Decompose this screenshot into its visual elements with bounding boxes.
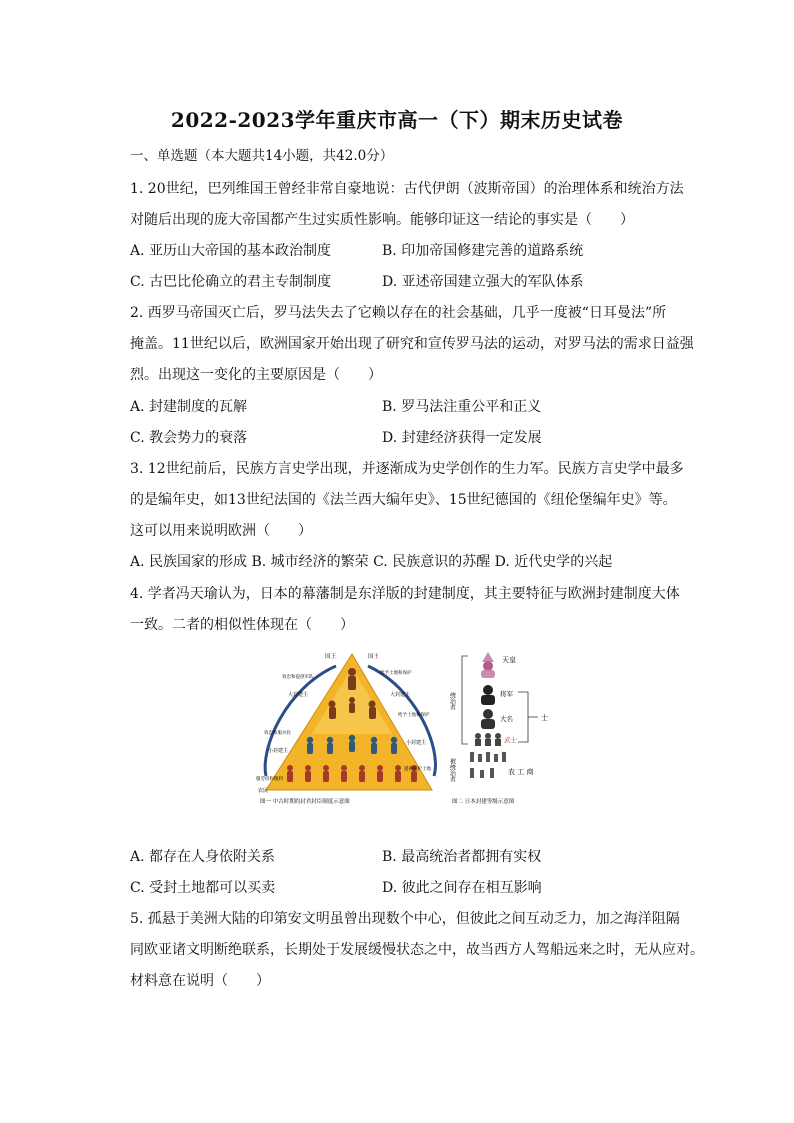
q5-line-2: 同欧亚诸文明断绝联系，长期处于发展缓慢状态之中，故当西方人驾船远来之时，无从应对。 xyxy=(130,942,704,958)
fig1-top-left: 国王 xyxy=(324,654,336,660)
q3-line-3: 这可以用来说明欧洲（ ） xyxy=(130,523,312,539)
figure-2 xyxy=(444,648,556,806)
q4-line-2: 一致。二者的相似性体现在（ ） xyxy=(130,617,354,633)
q2-line-1: 2. 西罗马帝国灭亡后，罗马法失去了它赖以存在的社会基础，几乎一度被“日耳曼法”所 xyxy=(130,305,667,321)
q3-options[interactable]: A. 民族国家的形成 B. 城市经济的繁荣 C. 民族意识的苏醒 D. 近代史学的兴起 xyxy=(130,554,613,570)
fig1-top-right: 国王 xyxy=(368,654,380,660)
q4-option-b[interactable]: B. 最高统治者都拥有实权 xyxy=(382,849,542,865)
q2-option-a[interactable]: A. 封建制度的瓦解 xyxy=(130,399,248,415)
fig2-caption: 图二 日本封建等级示意图 xyxy=(452,799,515,805)
fig1-right-label-2: 给予土地和保护 xyxy=(398,713,430,718)
q5-line-1: 5. 孤悬于美洲大陆的印第安文明虽曾出现数个中心，但彼此之间互动乏力，加之海洋阻隔 xyxy=(130,911,680,927)
figure-panel xyxy=(256,648,556,806)
fig2-rank-samurai: 武士 xyxy=(504,736,517,744)
daimyo-figure-icon xyxy=(483,709,493,719)
fig1-left-label-3: 服劳役和粮料 xyxy=(256,777,283,782)
q2-line-2: 掩盖。11世纪以后，欧洲国家开始出现了研究和宣传罗马法的运动，对罗马法的需求日益强 xyxy=(130,336,694,352)
feudal-figures xyxy=(256,648,556,806)
section-heading: 一、单选题（本大题共14小题，共42.0分） xyxy=(130,148,394,164)
q4-option-c[interactable]: C. 受封土地都可以买卖 xyxy=(130,880,276,896)
fig2-rank-emperor: 天皇 xyxy=(502,656,516,664)
fig1-caption: 图一 中古时期的封君封臣制度示意图 xyxy=(260,799,350,805)
q1-option-a[interactable]: A. 亚历山大帝国的基本政治制度 xyxy=(130,243,332,259)
fig1-left-label-1: 效忠和提供军队 xyxy=(282,675,314,680)
q4-line-1: 4. 学者冯天瑜认为，日本的幕藩制是东洋版的封建制度，其主要特征与欧洲封建制度大体 xyxy=(130,586,680,602)
q1-option-b[interactable]: B. 印加帝国修建完善的道路系统 xyxy=(382,243,584,259)
fig2-shi: 士 xyxy=(541,714,548,722)
fig2-ruled-bracket: 被统治者 xyxy=(448,758,456,782)
fig1-right-rank-1: 大封建主 xyxy=(390,692,411,698)
q4-option-a[interactable]: A. 都存在人身依附关系 xyxy=(130,849,276,865)
shogun-figure-icon xyxy=(483,685,493,695)
fig2-commoners: 农 工 商 xyxy=(508,768,534,776)
page-title: 2022-2023学年重庆市高一（下）期末历史试卷 xyxy=(170,108,624,132)
q5-line-3: 材料意在说明（ ） xyxy=(130,973,270,989)
q2-option-b[interactable]: B. 罗马法注重公平和正义 xyxy=(382,399,542,415)
fig1-right-label-3: 提供庇护土地 xyxy=(404,767,431,772)
fig2-rank-shogun: 将军 xyxy=(500,690,513,698)
fig1-left-rank-1: 大封建主 xyxy=(288,692,309,698)
fig1-left-label-2: 效忠和服兵役 xyxy=(264,731,291,736)
q1-line-1: 1. 20世纪，巴列维国王曾经非常自豪地说：古代伊朗（波斯帝国）的治理体系和统治方法 xyxy=(130,181,684,197)
q2-option-d[interactable]: D. 封建经济获得一定发展 xyxy=(382,430,542,446)
figure-1 xyxy=(256,648,438,806)
q1-option-d[interactable]: D. 亚述帝国建立强大的军队体系 xyxy=(382,274,584,290)
fig1-left-rank-2: 小封建主 xyxy=(268,748,289,754)
q1-option-c[interactable]: C. 古巴比伦确立的君主专制制度 xyxy=(130,274,332,290)
q4-option-d[interactable]: D. 彼此之间存在相互影响 xyxy=(382,880,542,896)
fig1-right-label-1: 给予土地和保护 xyxy=(380,671,412,676)
king-figure-icon xyxy=(348,668,356,676)
fig2-ruler-bracket: 统治者 xyxy=(448,692,456,710)
fig1-left-rank-3: 农民 xyxy=(258,788,269,794)
samurai-figures-icon xyxy=(475,733,501,746)
q1-line-2: 对随后出现的庞大帝国都产生过实质性影响。能够印证这一结论的事实是（ ） xyxy=(130,212,634,228)
fig1-right-rank-2: 小封建主 xyxy=(406,740,427,746)
fig2-rank-daimyo: 大名 xyxy=(500,715,513,723)
q2-option-c[interactable]: C. 教会势力的衰落 xyxy=(130,430,248,446)
q2-line-3: 烈。出现这一变化的主要原因是（ ） xyxy=(130,367,382,383)
q3-line-1: 3. 12世纪前后，民族方言史学出现，并逐渐成为史学创作的生力军。民族方言史学中最多 xyxy=(130,461,684,477)
q3-line-2: 的是编年史，如13世纪法国的《法兰西大编年史》、15世纪德国的《纽伦堡编年史》等。 xyxy=(130,492,677,508)
